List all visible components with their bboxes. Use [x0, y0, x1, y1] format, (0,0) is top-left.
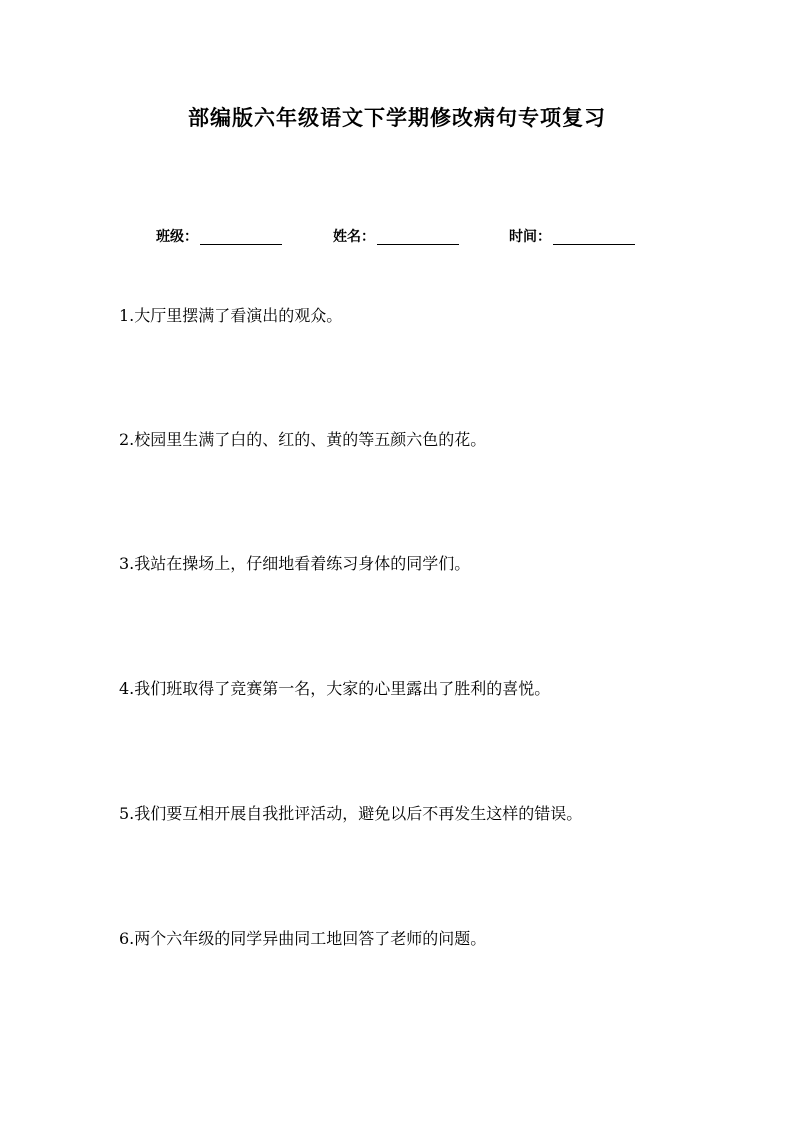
time-field [509, 222, 635, 252]
class-blank-line[interactable] [200, 224, 282, 245]
name-blank-line[interactable] [377, 224, 459, 245]
time-label: 时间： [509, 229, 551, 245]
student-info-row [0, 222, 794, 252]
class-field [156, 222, 282, 252]
time-blank-line[interactable] [553, 224, 635, 245]
question-1: 1.大厅里摆满了看演出的观众。 [119, 306, 343, 325]
question-2: 2.校园里生满了白的、红的、黄的等五颜六色的花。 [119, 430, 487, 449]
name-label: 姓名： [333, 229, 375, 245]
page-title: 部编版六年级语文下学期修改病句专项复习 [188, 105, 606, 130]
question-3: 3.我站在操场上，仔细地看着练习身体的同学们。 [119, 554, 471, 573]
question-4: 4.我们班取得了竞赛第一名，大家的心里露出了胜利的喜悦。 [119, 679, 551, 698]
name-field [333, 222, 459, 252]
question-6: 6.两个六年级的同学异曲同工地回答了老师的问题。 [119, 929, 487, 948]
question-5: 5.我们要互相开展自我批评活动，避免以后不再发生这样的错误。 [119, 804, 583, 823]
class-label: 班级： [156, 229, 198, 245]
